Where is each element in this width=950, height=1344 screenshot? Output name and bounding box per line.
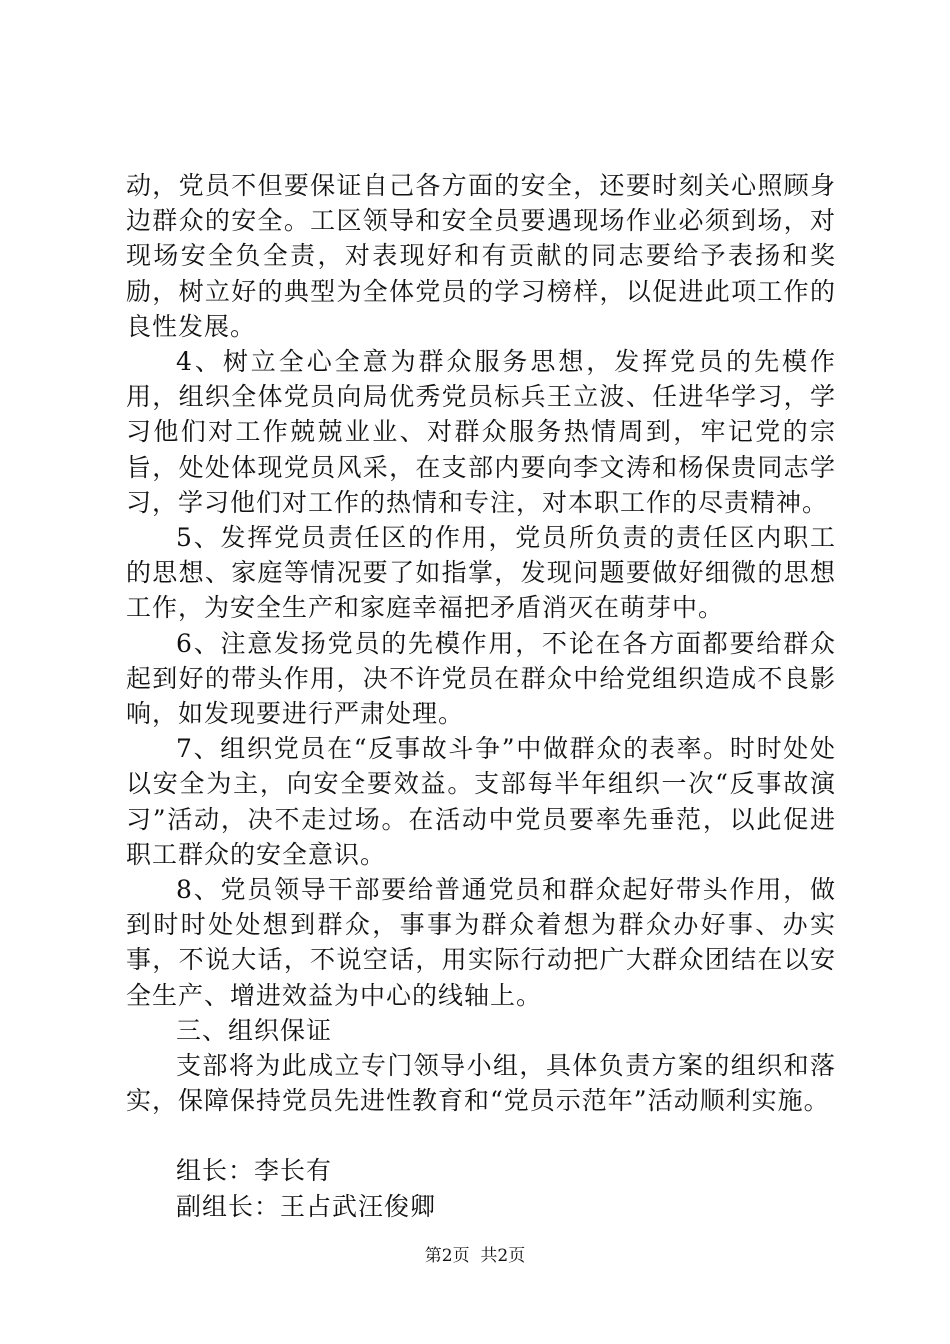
paragraph-item-8: 8、党员领导干部要给普通党员和群众起好带头作用，做到时时处处想到群众，事事为群众着想为群众办好事、办实事，不说大话，不说空话，用实际行动把广大群众团结在以安全生产、增进效益为中心的线轴上。: [126, 875, 836, 1010]
paragraph-item-4: 4、树立全心全意为群众服务思想，发挥党员的先模作用，组织全体党员向局优秀党员标兵王立波、任进华学习，学习他们对工作兢兢业业、对群众服务热情周到，牢记党的宗旨，处处体现党员风采，在支部内要向李文涛和杨保贵同志学习，学习他们对工作的热情和专注，对本职工作的尽责精神。: [126, 347, 836, 517]
paragraph-item-6: 6、注意发扬党员的先模作用，不论在各方面都要给群众起到好的带头作用，决不许党员在群众中给党组织造成不良影响，如发现要进行严肃处理。: [126, 628, 836, 729]
leader-line: 组长：李长有: [176, 1156, 333, 1186]
paragraph-item-5: 5、发挥党员责任区的作用，党员所负责的责任区内职工的思想、家庭等情况要了如指掌，发现问题要做好细微的思想工作，为安全生产和家庭幸福把矛盾消灭在萌芽中。: [126, 523, 836, 623]
deputy-leader-line: 副组长：王占武汪俊卿: [176, 1191, 437, 1221]
paragraph-item-7: 7、组织党员在“反事故斗争”中做群众的表率。时时处处以安全为主，向安全要效益。支部每半年组织一次“反事故演习”活动，决不走过场。在活动中党员要率先垂范，以此促进职工群众的安全意识。: [126, 734, 836, 869]
document-body: [126, 168, 836, 1224]
page-number: 第2页 共2页: [424, 1246, 526, 1266]
blank-line: [126, 1118, 836, 1153]
section-heading-organization: 三、组织保证: [176, 1015, 333, 1045]
page-footer: [0, 1244, 950, 1268]
paragraph-continuation: 动，党员不但要保证自己各方面的安全，还要时刻关心照顾身边群众的安全。工区领导和安全员要遇现场作业必须到场，对现场安全负全责，对表现好和有贡献的同志要给予表扬和奖励，树立好的典型为全体党员的学习榜样，以促进此项工作的良性发展。: [126, 171, 836, 341]
paragraph-organization: 支部将为此成立专门领导小组，具体负责方案的组织和落实，保障保持党员先进性教育和“党员示范年”活动顺利实施。: [126, 1051, 836, 1116]
